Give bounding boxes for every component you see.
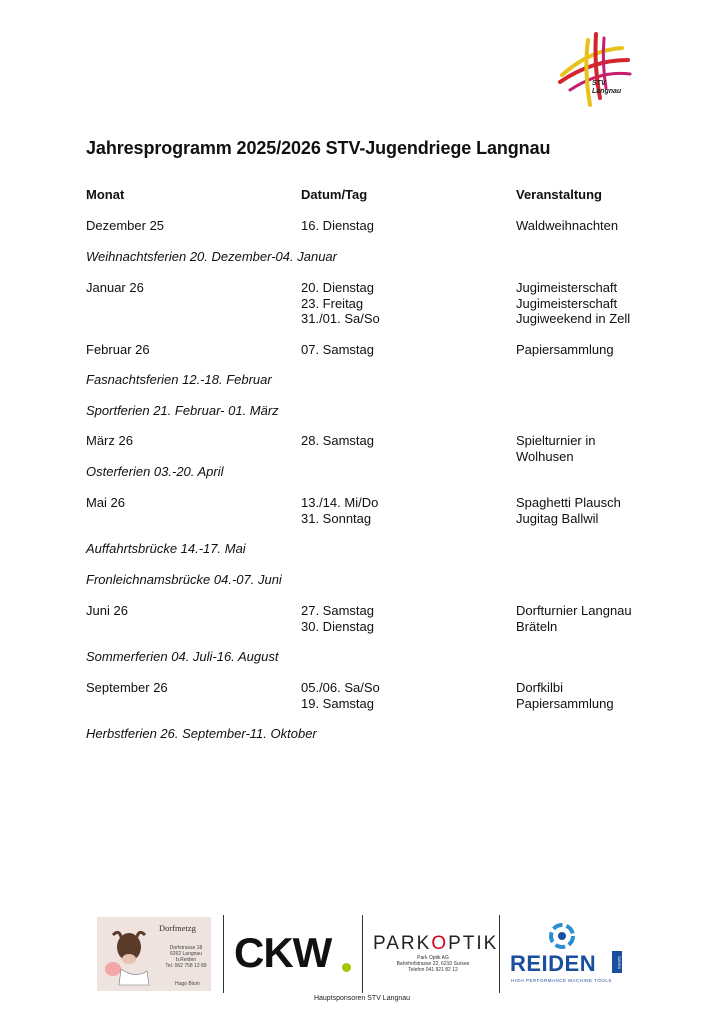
date-line: 31./01. Sa/So: [301, 311, 380, 326]
row-dates: [301, 342, 374, 358]
metzg-address-line: b.Reiden: [175, 957, 196, 963]
event-line: Jugimeisterschaft: [516, 295, 618, 311]
divider: [223, 915, 224, 993]
metzg-address-line: Tel. 062 758 12 89: [165, 963, 207, 969]
row-events: [516, 342, 614, 358]
row-month: Juni 26: [86, 603, 128, 618]
holiday-period: Auffahrtsbrücke 14.-17. Mai: [86, 541, 246, 556]
header-event: Veranstaltung: [516, 187, 602, 202]
date-line: 05./06. Sa/So: [301, 680, 380, 695]
stv-cross-icon: [540, 30, 635, 110]
event-line: Papiersammlung: [516, 695, 614, 711]
header-month: Monat: [86, 187, 125, 202]
date-line: 07. Samstag: [301, 342, 374, 357]
park-address-line: Bahnhofstrasse 22, 6210 Sursee: [396, 961, 470, 967]
row-events: [516, 603, 632, 634]
park-address-line: Telefon 041 921 82 12: [408, 967, 458, 973]
metzg-address-line: 6262 Langnau: [170, 951, 202, 957]
row-events: [516, 680, 614, 711]
row-month: Februar 26: [86, 342, 150, 357]
date-line: 27. Samstag: [301, 603, 374, 618]
sponsor-bar: [97, 915, 632, 995]
row-events: [516, 433, 596, 464]
parkoptik-address: [379, 955, 487, 973]
date-line: 31. Sonntag: [301, 510, 372, 526]
metzg-address: [165, 945, 207, 969]
sponsor-caption: Hauptsponsoren STV Langnau: [313, 995, 411, 1002]
date-line: 16. Dienstag: [301, 218, 374, 233]
date-line: 13./14. Mi/Do: [301, 495, 379, 510]
event-line: Spaghetti Plausch: [516, 495, 621, 510]
event-line: Bräteln: [516, 618, 558, 634]
row-month: Dezember 25: [86, 218, 165, 233]
row-dates: [301, 495, 378, 526]
page-title: Jahresprogramm 2025/2026 STV-Jugendriege Langnau: [86, 138, 551, 158]
event-line: Jugitag Ballwil: [516, 510, 599, 526]
event-line: Waldweihnachten: [516, 218, 619, 233]
holiday-period: Fronleichnamsbrücke 04.-07. Juni: [86, 572, 282, 587]
park-address-line: Park Optik AG: [417, 955, 449, 961]
event-line: Jugimeisterschaft: [516, 280, 618, 295]
event-line: Wolhusen: [516, 448, 574, 464]
holiday-period: Osterferien 03.-20. April: [86, 464, 224, 479]
logo-line1: STV: [592, 80, 606, 87]
row-dates: [301, 218, 374, 234]
row-events: [516, 218, 618, 234]
logo-line2: Langnau: [592, 88, 622, 95]
event-line: Dorfturnier Langnau: [516, 603, 632, 618]
row-dates: [301, 433, 374, 449]
ckw-dot-icon: [342, 963, 351, 972]
reiden-swiss-badge: SWISS: [612, 951, 622, 973]
event-line: Jugiweekend in Zell: [516, 311, 631, 326]
row-month: März 26: [86, 433, 133, 448]
metzg-name: Dorfmetzg: [159, 923, 196, 933]
holiday-period: Herbstferien 26. September-11. Oktober: [86, 726, 317, 741]
date-line: 23. Freitag: [301, 295, 364, 311]
row-month: September 26: [86, 680, 168, 695]
stv-logo: [540, 30, 635, 110]
reiden-swirl-icon: [547, 921, 577, 951]
divider: [362, 915, 363, 993]
cow-pig-icon: [99, 919, 157, 989]
header-date: Datum/Tag: [301, 187, 368, 202]
metzg-address-line: Dorfstrasse 18: [169, 945, 203, 951]
metzg-owner: Hugo Blum: [175, 981, 200, 987]
date-line: 30. Dienstag: [301, 618, 374, 634]
date-line: 19. Samstag: [301, 695, 374, 711]
sponsor-reiden: REIDEN: [510, 951, 597, 976]
event-line: Papiersammlung: [516, 342, 614, 357]
row-events: [516, 280, 630, 327]
row-month: Januar 26: [86, 280, 144, 295]
holiday-period: Sommerferien 04. Juli-16. August: [86, 649, 279, 664]
holiday-period: Sportferien 21. Februar- 01. März: [86, 403, 279, 418]
reiden-tagline: HIGH PERFORMANCE MACHINE TOOLS: [511, 978, 612, 983]
holiday-period: Fasnachtsferien 12.-18. Februar: [86, 372, 272, 387]
row-dates: [301, 603, 374, 634]
sponsor-dorfmetzg: [97, 917, 211, 991]
date-line: 20. Dienstag: [301, 280, 374, 295]
sponsor-ckw: CKW: [234, 929, 332, 976]
logo-text: [592, 80, 621, 96]
park-logo-b: PTIK: [448, 933, 499, 954]
sponsor-parkoptik: [373, 933, 498, 955]
park-logo-a: PARK: [373, 933, 432, 954]
row-dates: [301, 680, 380, 711]
event-line: Spielturnier in: [516, 433, 596, 448]
divider: [499, 915, 500, 993]
row-events: [516, 495, 621, 526]
row-dates: [301, 280, 380, 327]
holiday-period: Weihnachtsferien 20. Dezember-04. Januar: [86, 249, 337, 264]
row-month: Mai 26: [86, 495, 126, 510]
park-logo-o: O: [431, 933, 449, 954]
event-line: Dorfkilbi: [516, 680, 563, 695]
date-line: 28. Samstag: [301, 433, 374, 448]
